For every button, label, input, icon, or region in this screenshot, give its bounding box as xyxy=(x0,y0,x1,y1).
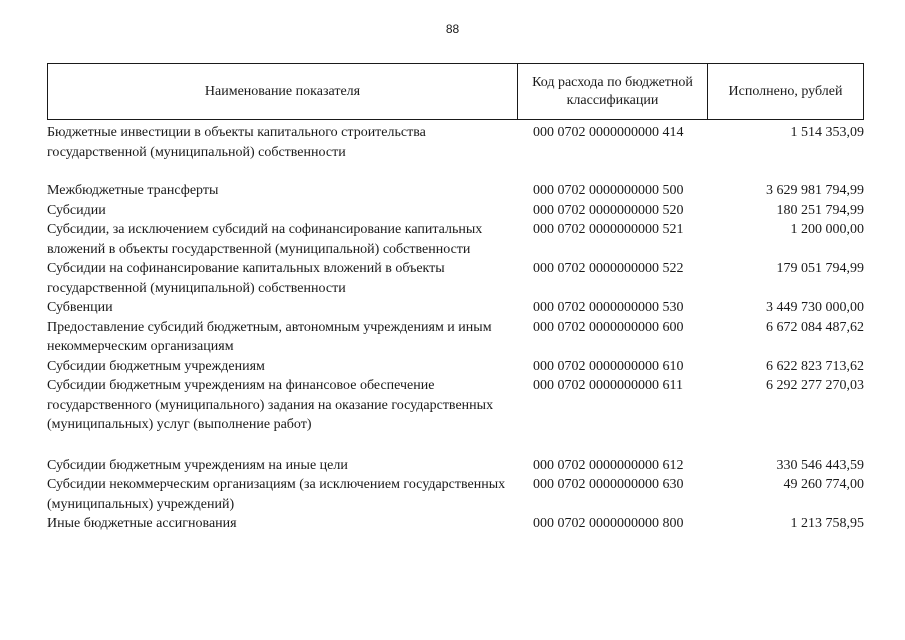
row-amount: 1 200 000,00 xyxy=(790,222,864,237)
row-name: Субвенции xyxy=(47,300,113,315)
row-name: Субсидии, за исключением субсидий на софинансирование капитальных вложений в объекты государственной (муниципальной) собственности xyxy=(47,222,483,257)
row-name: Предоставление субсидий бюджетным, автономным учреждениям и иным некоммерческим организациям xyxy=(47,319,492,354)
row-name: Бюджетные инвестиции в объекты капитального строительства государственной (муниципальной) собственности xyxy=(47,125,426,160)
table-row xyxy=(47,475,864,514)
row-code: 000 0702 0000000000 600 xyxy=(533,319,684,335)
table-row xyxy=(47,357,864,377)
row-amount: 1 213 758,95 xyxy=(790,516,864,531)
row-name: Субсидии бюджетным учреждениям на финансовое обеспечение государственного (муниципального) задания на оказание государственных (муниципальных) услуг (выполнение работ) xyxy=(47,378,494,432)
row-amount: 6 672 084 487,62 xyxy=(766,319,864,335)
table-body xyxy=(47,123,864,534)
row-code: 000 0702 0000000000 612 xyxy=(533,457,684,473)
row-code: 000 0702 0000000000 530 xyxy=(533,300,684,315)
row-code: 000 0702 0000000000 500 xyxy=(533,183,684,198)
row-name: Иные бюджетные ассигнования xyxy=(47,516,237,531)
table-row xyxy=(47,181,864,201)
row-name: Субсидии некоммерческим организациям (за исключением государственных (муниципальных) учреждений) xyxy=(47,477,506,512)
table-row xyxy=(47,298,864,318)
header-amount: Исполнено, рублей xyxy=(728,83,843,99)
table-header xyxy=(47,63,864,120)
table-row xyxy=(47,514,864,534)
row-amount: 180 251 794,99 xyxy=(776,202,864,218)
row-code: 000 0702 0000000000 414 xyxy=(533,125,684,140)
row-amount: 6 292 277 270,03 xyxy=(766,378,864,393)
row-code: 000 0702 0000000000 520 xyxy=(533,202,684,218)
row-code: 000 0702 0000000000 611 xyxy=(533,378,683,393)
table-row xyxy=(47,201,864,221)
table-row xyxy=(47,123,864,162)
row-code: 000 0702 0000000000 610 xyxy=(533,358,684,374)
row-name: Субсидии на софинансирование капитальных вложений в объекты государственной (муниципальной) собственности xyxy=(47,261,445,296)
row-name: Субсидии бюджетным учреждениям xyxy=(47,358,265,374)
row-code: 000 0702 0000000000 521 xyxy=(533,222,684,237)
row-code: 000 0702 0000000000 800 xyxy=(533,516,684,531)
page-number: 88 xyxy=(445,22,460,36)
row-amount: 49 260 774,00 xyxy=(783,477,864,492)
row-amount: 179 051 794,99 xyxy=(776,261,864,276)
row-amount: 3 629 981 794,99 xyxy=(766,183,864,198)
header-code: Код расхода по бюджетной классификации xyxy=(518,64,708,119)
table-row xyxy=(47,259,864,298)
row-name: Субсидии бюджетным учреждениям на иные цели xyxy=(47,457,348,473)
table-row xyxy=(47,318,864,357)
row-code: 000 0702 0000000000 630 xyxy=(533,477,684,492)
table-row xyxy=(47,456,864,476)
row-amount: 6 622 823 713,62 xyxy=(766,358,864,374)
row-amount: 3 449 730 000,00 xyxy=(766,300,864,315)
row-code: 000 0702 0000000000 522 xyxy=(533,261,684,276)
header-name: Наименование показателя xyxy=(48,64,518,119)
table-row xyxy=(47,376,864,435)
row-name: Субсидии xyxy=(47,202,106,218)
table-row xyxy=(47,220,864,259)
row-amount: 1 514 353,09 xyxy=(790,125,864,140)
row-name: Межбюджетные трансферты xyxy=(47,183,219,198)
row-amount: 330 546 443,59 xyxy=(776,457,864,473)
